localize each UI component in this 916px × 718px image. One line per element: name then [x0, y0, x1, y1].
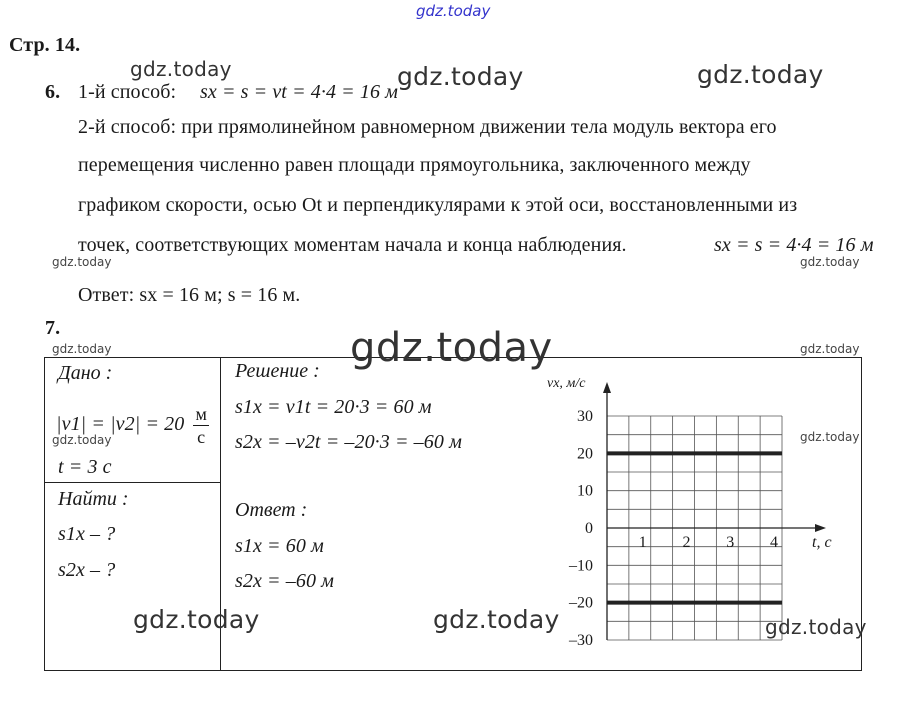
find-header: Найти : — [58, 488, 129, 510]
watermark: gdz.today — [697, 60, 824, 89]
table-horizontal-divider — [44, 482, 220, 483]
problem-6-way2-line4: точек, соответствующих моментам начала и конца наблюдения. — [78, 234, 627, 256]
watermark: gdz.today — [52, 433, 112, 447]
y-axis-arrow — [603, 382, 611, 393]
find-1: s1x – ? — [58, 523, 116, 545]
answer-2: s2x = –60 м — [235, 570, 335, 592]
problem-6-number: 6. — [45, 81, 61, 103]
watermark: gdz.today — [52, 255, 112, 269]
x-axis-arrow — [815, 524, 826, 532]
watermark: gdz.today — [800, 255, 860, 269]
watermark-top: gdz.today — [416, 2, 491, 20]
y-tick-label: 20 — [577, 445, 593, 463]
problem-6-answer: Ответ: sx = 16 м; s = 16 м. — [78, 284, 301, 306]
problem-6-way1-formula: sx = s = vt = 4·4 = 16 м — [200, 81, 399, 103]
problem-6-way2-line1: 2-й способ: при прямолинейном равномерном движении тела модуль вектора его — [78, 116, 777, 138]
y-tick-label: –20 — [569, 594, 593, 612]
watermark: gdz.today — [133, 605, 260, 634]
given-speed-expr: |v1| = |v2| = 20 — [56, 413, 185, 436]
y-tick-label: 30 — [577, 408, 593, 425]
watermark: gdz.today — [397, 62, 524, 91]
given-speed-units — [193, 403, 209, 448]
y-tick-label: 10 — [577, 482, 593, 500]
page-header: Стр. 14. — [9, 34, 81, 56]
x-axis-label: t, c — [812, 534, 832, 551]
x-tick-labels — [639, 534, 778, 551]
answer-header: Ответ : — [235, 499, 308, 521]
velocity-chart — [530, 370, 840, 655]
problem-6-way2-line3: графиком скорости, осью Ot и перпендикулярами к этой оси, восстановленными из — [78, 194, 798, 216]
units-numerator: м — [195, 404, 207, 424]
watermark: gdz.today — [130, 57, 232, 81]
units-denominator: с — [197, 427, 206, 447]
solution-2: s2x = –v2t = –20·3 = –60 м — [235, 431, 462, 453]
find-2: s2x – ? — [58, 559, 116, 581]
problem-7-number: 7. — [45, 317, 61, 339]
given-time: t = 3 с — [58, 456, 112, 478]
y-tick-labels — [568, 408, 593, 649]
watermark: gdz.today — [52, 342, 112, 356]
x-tick-label: 3 — [726, 534, 735, 551]
watermark: gdz.today — [765, 615, 867, 639]
watermark: gdz.today — [800, 430, 860, 444]
solution-header: Решение : — [235, 360, 320, 382]
problem-6-way2-formula: sx = s = 4·4 = 16 м — [714, 234, 874, 256]
problem-6-way1-label: 1-й способ: — [78, 81, 177, 103]
x-tick-label: 4 — [770, 534, 778, 551]
given-header: Дано : — [58, 362, 113, 384]
y-tick-label: 0 — [585, 520, 593, 537]
watermark: gdz.today — [800, 342, 860, 356]
solution-1: s1x = v1t = 20·3 = 60 м — [235, 396, 432, 418]
y-axis-label: vx, м/с — [547, 376, 586, 391]
watermark: gdz.today — [433, 605, 560, 634]
watermark: gdz.today — [350, 325, 553, 371]
y-tick-label: –30 — [569, 632, 593, 649]
y-tick-label: –10 — [569, 557, 593, 575]
x-tick-label: 2 — [682, 534, 691, 551]
problem-6-way2-line2: перемещения численно равен площади прямоугольника, заключенного между — [78, 154, 751, 176]
answer-1: s1x = 60 м — [235, 535, 324, 557]
x-tick-label: 1 — [638, 534, 647, 551]
